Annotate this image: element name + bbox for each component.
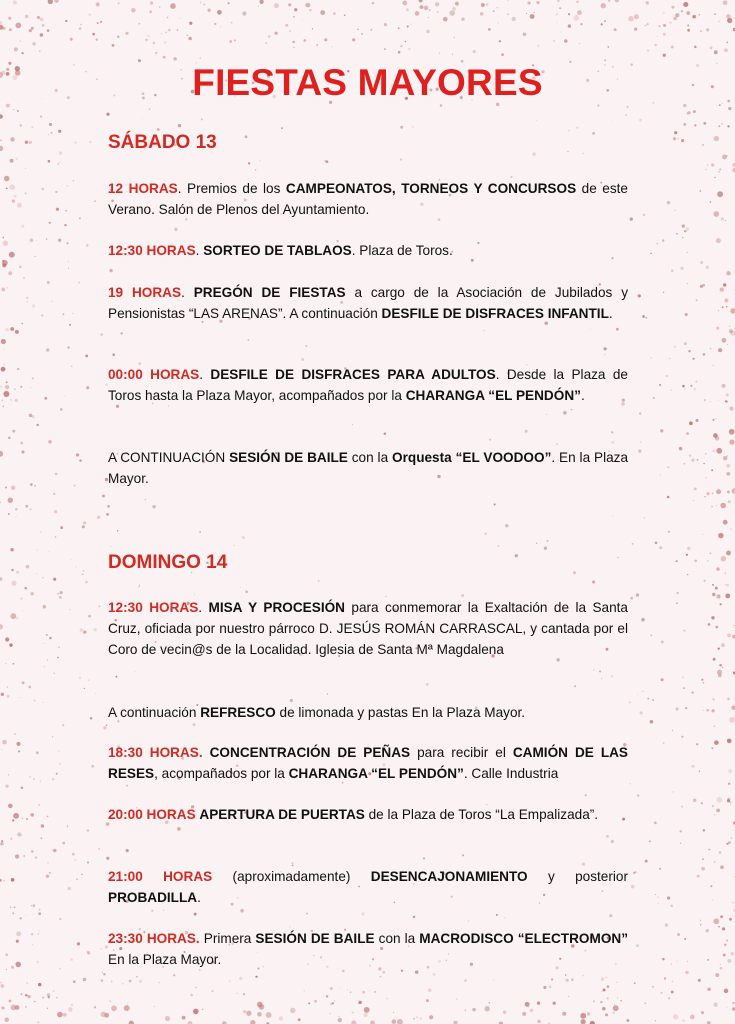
event-text: y posterior <box>527 869 628 884</box>
event-text: En la Plaza Mayor. <box>108 952 222 967</box>
event-highlight: SORTEO DE TABLAOS <box>203 243 352 258</box>
event-text: de limonada y pastas En la Plaza Mayor. <box>275 705 526 720</box>
event-sat-1 <box>108 178 628 220</box>
event-time: 12 HORAS <box>108 181 178 196</box>
event-highlight: PREGÓN DE FIESTAS <box>193 285 346 300</box>
event-text: . <box>199 367 211 382</box>
event-highlight: SESIÓN DE BAILE <box>255 931 375 946</box>
event-text: . Calle Industria <box>463 766 559 781</box>
event-text: . <box>580 388 585 403</box>
event-text: A CONTINUACIÓN <box>108 450 230 465</box>
day-heading-saturday: SÁBADO 13 <box>108 132 217 153</box>
event-sat-5 <box>108 447 628 489</box>
event-text: de este Verano. Salón de Plenos del Ayuntamiento. <box>108 181 628 217</box>
event-text: . En la Plaza Mayor. <box>108 450 629 486</box>
event-text: . <box>181 285 194 300</box>
event-highlight: PROBADILLA <box>108 890 198 905</box>
event-time: 18:30 HORAS. <box>108 745 203 760</box>
event-highlight: Orquesta “EL VOODOO” <box>392 450 552 465</box>
event-highlight: CHARANGA “EL PENDÓN” <box>405 388 581 403</box>
event-sun-4 <box>108 804 628 825</box>
event-highlight: MISA Y PROCESIÓN <box>208 600 345 615</box>
event-text: . Desde la Plaza de Toros hasta la Plaza Mayor, acompañados por la <box>108 367 628 403</box>
event-sun-3 <box>108 742 628 784</box>
event-highlight: SESIÓN DE BAILE <box>229 450 348 465</box>
event-highlight: REFRESCO <box>200 705 276 720</box>
event-sat-4 <box>108 364 628 406</box>
event-text: . <box>195 243 204 258</box>
event-highlight: MACRODISCO “ELECTROMON” <box>419 931 629 946</box>
event-time: 19 HORAS <box>108 285 182 300</box>
event-text: con la <box>374 931 420 946</box>
event-highlight: CAMPEONATOS, TORNEOS Y CONCURSOS <box>285 181 577 196</box>
event-time: 00:00 HORAS <box>108 367 200 382</box>
event-time: 12:30 HORAS <box>108 600 199 615</box>
event-highlight: DESFILE DE DISFRACES INFANTIL <box>381 306 609 321</box>
event-sun-5 <box>108 866 628 908</box>
event-highlight: DESENCAJONAMIENTO <box>370 869 528 884</box>
event-text: . <box>197 890 201 905</box>
day-heading-sunday: DOMINGO 14 <box>108 552 228 573</box>
event-text: A continuación <box>108 705 201 720</box>
page-title: FIESTAS MAYORES <box>192 62 543 103</box>
event-time: 23:30 HORAS. <box>108 931 200 946</box>
event-time: 12:30 HORAS <box>108 243 196 258</box>
event-text <box>203 745 210 760</box>
event-sun-1 <box>108 597 628 660</box>
event-text: de la Plaza de Toros “La Empalizada”. <box>364 807 599 822</box>
event-text: para recibir el <box>410 745 513 760</box>
event-text: (aproximadamente) <box>212 869 371 884</box>
event-sat-2 <box>108 240 628 261</box>
event-time: 21:00 HORAS <box>108 869 213 884</box>
event-text: . Plaza de Toros. <box>351 243 453 258</box>
event-text: . Premios de los <box>177 181 286 196</box>
event-text: , acompañados por la <box>154 766 289 781</box>
event-sun-2 <box>108 702 628 723</box>
event-text: Primera <box>199 931 256 946</box>
event-sat-3 <box>108 282 628 324</box>
event-highlight: CAMIÓN DE LAS RESES <box>108 745 628 781</box>
event-highlight: CHARANGA “EL PENDÓN” <box>288 766 464 781</box>
event-time: 20:00 HORAS <box>108 807 196 822</box>
event-text: con la <box>347 450 393 465</box>
event-text: . <box>198 600 209 615</box>
event-sun-6 <box>108 928 628 970</box>
event-text: para conmemorar la Exaltación de la Santa Cruz, oficiada por nuestro párroco D. JESÚS ROMÁN CARRASCAL, y cantada por el Coro de vecin@s de la Localidad. Iglesia de Santa Mª Magdalena <box>108 600 628 657</box>
event-highlight: CONCENTRACIÓN DE PEÑAS <box>209 745 411 760</box>
event-highlight: DESFILE DE DISFRACES PARA ADULTOS <box>210 367 496 382</box>
event-text: . <box>608 306 613 321</box>
event-highlight: APERTURA DE PUERTAS <box>199 807 365 822</box>
event-text: a cargo de la Asociación de Jubilados y Pensionistas “LAS ARENAS”. A continuación <box>108 285 628 321</box>
